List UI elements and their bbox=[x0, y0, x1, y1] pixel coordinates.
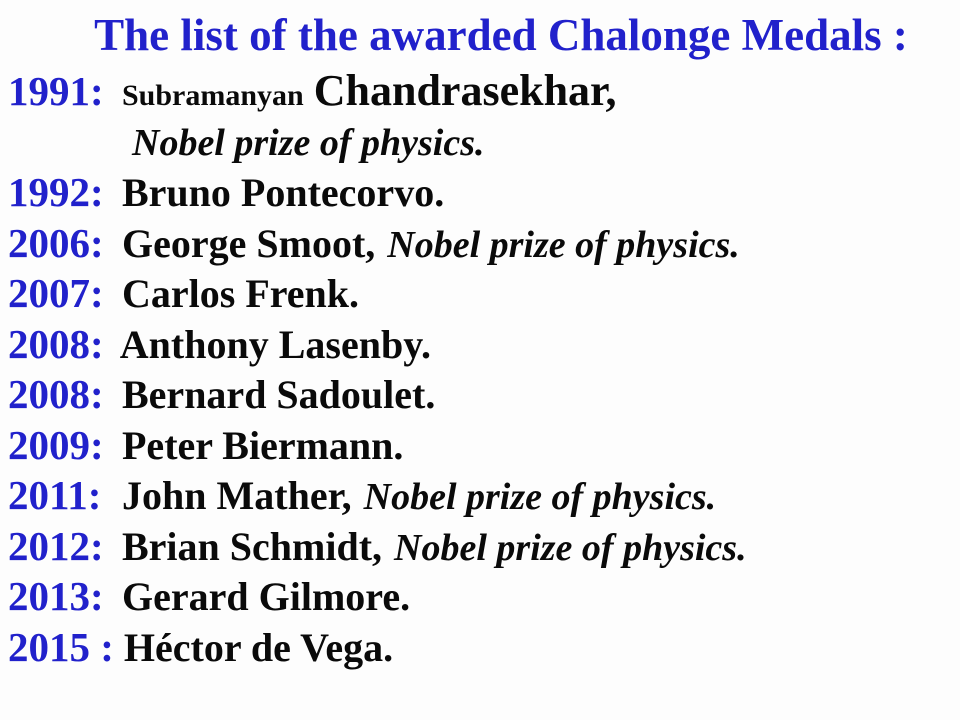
medal-entry-row bbox=[8, 218, 960, 269]
entry-year: 2008: bbox=[8, 320, 104, 367]
entry-name: Brian Schmidt, bbox=[122, 523, 383, 569]
entry-nobel-note: Nobel prize of physics. bbox=[132, 121, 485, 164]
entry-name: Anthony Lasenby. bbox=[119, 321, 432, 367]
entry-name: John Mather, bbox=[122, 473, 352, 518]
entry-year: 2013: bbox=[8, 573, 104, 619]
entry-year: 1991: bbox=[8, 68, 104, 114]
medal-entry-row bbox=[8, 571, 960, 622]
entry-year: 2008: bbox=[8, 371, 104, 417]
entry-year: 2006: bbox=[8, 219, 104, 266]
entry-name: George Smoot, bbox=[122, 220, 376, 266]
entry-year: 2012: bbox=[8, 522, 104, 569]
medal-entry-row bbox=[8, 521, 960, 572]
medal-entry-row bbox=[8, 470, 960, 521]
entry-nobel-note: Nobel prize of physics. bbox=[387, 223, 740, 266]
entry-name: Bernard Sadoulet. bbox=[122, 372, 436, 417]
medal-list bbox=[0, 66, 960, 672]
entry-year: 2015 : bbox=[8, 623, 114, 670]
entry-name: Gerard Gilmore. bbox=[122, 574, 411, 619]
entry-name: Carlos Frenk. bbox=[122, 271, 360, 316]
entry-year: 2007: bbox=[8, 270, 104, 316]
medal-entry-row bbox=[8, 369, 960, 420]
page-title: The list of the awarded Chalonge Medals : bbox=[94, 10, 908, 60]
medal-entry-row bbox=[8, 167, 960, 218]
medal-entry-row bbox=[8, 420, 960, 471]
entry-year: 2009: bbox=[8, 421, 104, 468]
entry-year: 1992: bbox=[8, 169, 104, 215]
entry-nobel-note: Nobel prize of physics. bbox=[394, 526, 747, 569]
medal-entry-row bbox=[8, 622, 960, 673]
medal-entry-row bbox=[8, 66, 960, 117]
entry-name: Peter Biermann. bbox=[122, 422, 404, 468]
medal-entry-note-row bbox=[132, 117, 960, 168]
entry-surname: Chandrasekhar, bbox=[313, 66, 617, 115]
entry-year: 2011: bbox=[8, 472, 102, 518]
entry-forename: Subramanyan bbox=[122, 79, 304, 112]
entry-name: Héctor de Vega. bbox=[123, 624, 394, 670]
entry-name: Bruno Pontecorvo. bbox=[122, 170, 445, 215]
medal-entry-row bbox=[8, 268, 960, 319]
medal-entry-row bbox=[8, 319, 960, 370]
entry-nobel-note: Nobel prize of physics. bbox=[363, 476, 717, 518]
